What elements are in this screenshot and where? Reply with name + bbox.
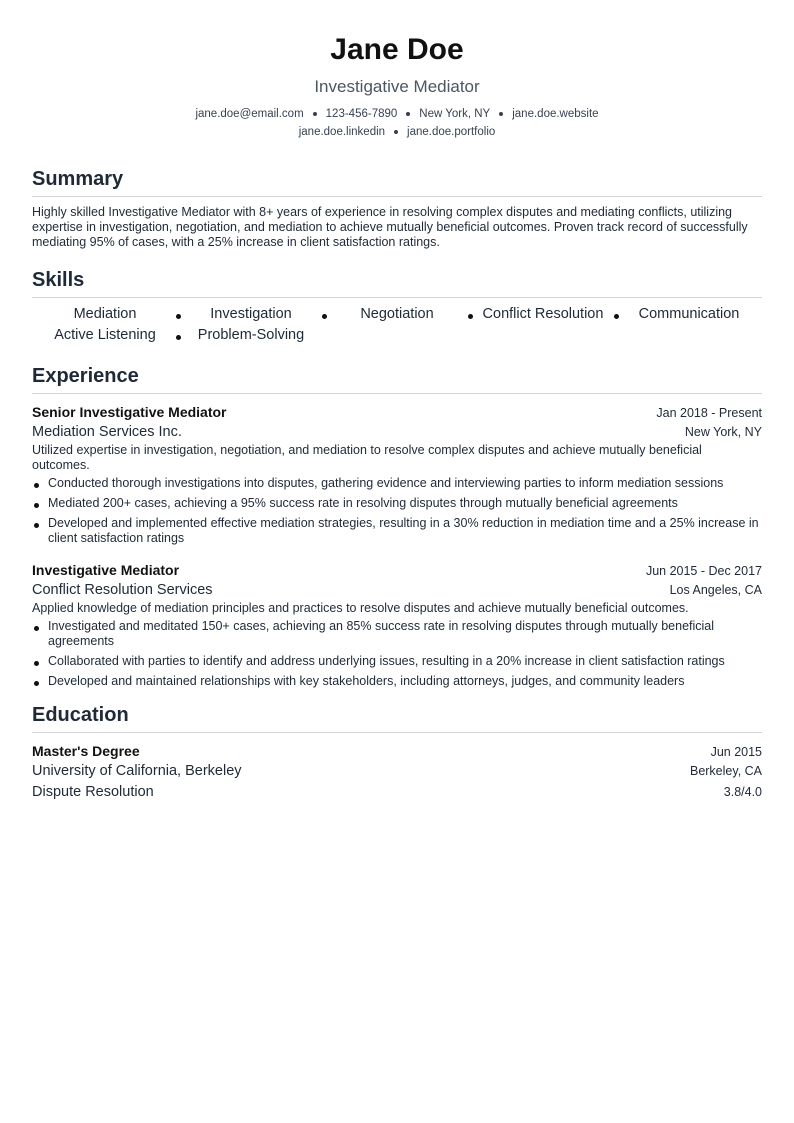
skills-list — [32, 305, 762, 344]
edu-degree-row — [32, 741, 762, 761]
contact-line-1 — [32, 105, 762, 123]
education-heading: Education — [32, 703, 762, 733]
separator-dot — [499, 112, 503, 116]
job-bullets — [32, 619, 762, 689]
summary-section — [32, 167, 762, 250]
education-section — [32, 703, 762, 803]
separator-dot — [394, 130, 398, 134]
edu-field: Dispute Resolution — [32, 784, 154, 800]
skill-label: Negotiation — [360, 306, 434, 322]
bullet-dot — [34, 626, 39, 631]
bullet-text: Collaborated with parties to identify and address underlying issues, resulting in a 20% increase in client satisfaction ratings — [48, 654, 725, 668]
bullet-dot — [34, 503, 39, 508]
skills-heading: Skills — [32, 268, 762, 298]
contact-line-2 — [32, 123, 762, 141]
resume-page — [32, 0, 762, 803]
bullet-text: Developed and maintained relationships with key stakeholders, including attorneys, judges, and community leaders — [48, 674, 685, 688]
job-header-row — [32, 560, 762, 580]
bullet-text: Developed and implemented effective mediation strategies, resulting in a 30% reduction in mediation time and a 25% increase in client satisfaction ratings — [48, 516, 759, 545]
edu-date: Jun 2015 — [710, 745, 762, 759]
job-description: Utilized expertise in investigation, negotiation, and mediation to resolve complex disputes and achieve mutually beneficial outcomes. — [32, 443, 702, 472]
edu-school-row — [32, 761, 762, 782]
separator-dot — [406, 112, 410, 116]
list-item — [32, 476, 762, 491]
list-item — [32, 496, 762, 511]
edu-degree: Master's Degree — [32, 743, 140, 759]
edu-gpa: 3.8/4.0 — [723, 785, 762, 799]
job-company: Conflict Resolution Services — [32, 582, 213, 598]
contact-portfolio[interactable]: jane.doe.portfolio — [407, 126, 496, 138]
skills-section — [32, 268, 762, 344]
job-header-row — [32, 402, 762, 422]
contact-info — [32, 105, 762, 141]
job-company-row — [32, 580, 762, 600]
edu-field-row — [32, 782, 762, 803]
skill-label: Investigation — [210, 306, 292, 322]
bullet-dot — [34, 681, 39, 686]
skill-label: Communication — [638, 306, 740, 322]
list-item — [32, 674, 762, 689]
job-description: Applied knowledge of mediation principles and practices to resolve disputes and achieve mutually beneficial outcomes. — [32, 601, 689, 615]
skill-item — [324, 305, 470, 323]
candidate-name: Jane Doe — [330, 33, 464, 66]
summary-heading: Summary — [32, 167, 762, 197]
list-item — [32, 654, 762, 669]
job-bullets — [32, 476, 762, 546]
contact-email[interactable]: jane.doe@email.com — [195, 108, 304, 120]
skill-item — [32, 326, 178, 344]
job-dates: Jan 2018 - Present — [656, 406, 762, 420]
job-location: New York, NY — [684, 425, 762, 439]
skill-item — [178, 305, 324, 323]
experience-section — [32, 364, 762, 689]
contact-location: New York, NY — [419, 108, 491, 120]
skill-label: Problem-Solving — [197, 327, 305, 343]
job-dates: Jun 2015 - Dec 2017 — [645, 564, 762, 578]
job-company-row — [32, 422, 762, 442]
bullet-dot — [34, 483, 39, 488]
skill-item — [470, 305, 616, 323]
contact-phone[interactable]: 123-456-7890 — [325, 108, 398, 120]
experience-heading: Experience — [32, 364, 762, 394]
job-title: Senior Investigative Mediator — [32, 404, 227, 420]
skill-item — [32, 305, 178, 323]
bullet-text: Investigated and meditated 150+ cases, achieving an 85% success rate in resolving disputes through mutually beneficial agreements — [48, 619, 715, 648]
bullet-text: Mediated 200+ cases, achieving a 95% success rate in resolving disputes through mutually beneficial agreements — [48, 496, 678, 510]
skill-item — [616, 305, 762, 323]
job-entry — [32, 402, 762, 546]
contact-website[interactable]: jane.doe.website — [512, 108, 599, 120]
list-item — [32, 516, 762, 546]
skill-label: Active Listening — [54, 327, 156, 343]
contact-linkedin[interactable]: jane.doe.linkedin — [298, 126, 386, 138]
edu-location: Berkeley, CA — [689, 764, 762, 778]
resume-header — [32, 31, 762, 141]
job-location: Los Angeles, CA — [669, 583, 762, 597]
edu-school: University of California, Berkeley — [32, 763, 242, 779]
bullet-text: Conducted thorough investigations into disputes, gathering evidence and interviewing parties to inform mediation sessions — [48, 476, 724, 490]
job-company: Mediation Services Inc. — [32, 424, 182, 440]
skill-label: Mediation — [73, 306, 137, 322]
job-entry — [32, 560, 762, 689]
job-title: Investigative Mediator — [32, 562, 180, 578]
skill-item — [178, 326, 324, 344]
candidate-title: Investigative Mediator — [314, 77, 480, 96]
bullet-dot — [34, 523, 39, 528]
bullet-dot — [34, 661, 39, 666]
separator-dot — [313, 112, 317, 116]
list-item — [32, 619, 762, 649]
skill-label: Conflict Resolution — [482, 306, 604, 322]
summary-text: Highly skilled Investigative Mediator with 8+ years of experience in resolving complex disputes and mediating conflicts, utilizing expertise in investigation, negotiation, and mediation to achieve mutually beneficial outcomes. Proven track record of successfully mediating 95% of cases, with a 25% increase in client satisfaction ratings. — [32, 205, 748, 249]
